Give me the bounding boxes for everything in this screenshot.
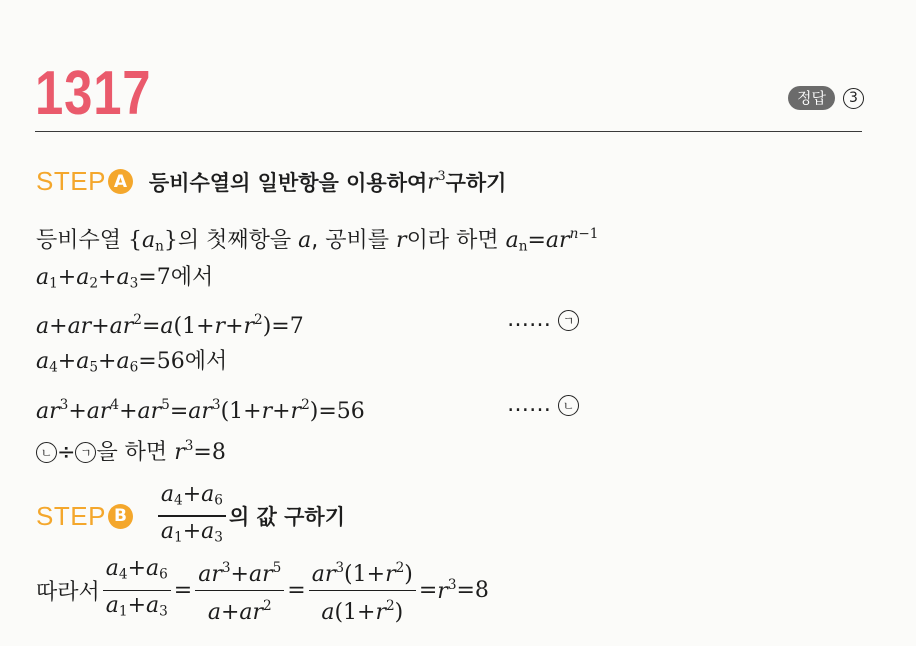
step-a-title-pre: 등비수열의 일반항을 이용하여	[148, 170, 428, 195]
l6-circle-1: ㄱ	[75, 442, 96, 463]
l1-a: 등비수열	[36, 227, 129, 253]
step-a-word: STEP	[36, 166, 106, 196]
l6-pre: ÷	[57, 439, 76, 465]
step-b-word: STEP	[36, 500, 106, 531]
answer-box	[788, 86, 864, 110]
line-divide: ㄴ ÷ ㄱ 을 하면 $r^3=8$	[36, 431, 226, 468]
l6-circle-2: ㄴ	[36, 442, 57, 463]
line-sum-1-3: $a_1+a_2+a_3=7$에서	[36, 265, 214, 292]
l2-suffix: 에서	[170, 265, 214, 290]
step-b-title	[155, 480, 345, 552]
marker-1-circle: ㄱ	[558, 310, 579, 331]
line-eq-2: $ar^3+ar^4+ar^5=ar^3(1+r+r^2)=56$	[36, 397, 365, 424]
header-divider	[35, 131, 862, 132]
marker-2	[507, 392, 579, 417]
step-a-title-post: 구하기	[445, 170, 507, 195]
line-eq-1: $a+ar+ar^2=a(1+r+r^2)=7$	[36, 312, 304, 339]
frac-3: $\frac{ar^3(1+r^2)}{a(1+r^2)}$	[309, 553, 416, 628]
line-sum-4-6: $a_4+a_5+a_6=56$에서	[36, 349, 228, 376]
frac-2: $\frac{ar^3+ar^5}{a+ar^2}$	[195, 553, 284, 628]
l1-d: 이라 하면	[406, 227, 506, 253]
marker-1	[507, 307, 579, 332]
step-b-title-post: 의 값 구하기	[228, 505, 346, 530]
line-definition: 등비수열 $\{a_n\}$의 첫째항을 a, 공비를 r이라 하면 $a_n=ar^{n-1}$	[36, 226, 599, 255]
marker-1-dots: ……	[507, 307, 551, 332]
frac-1: $\frac{a_4+a_6}{a_1+a_3}$	[103, 554, 171, 626]
answer-label: 정답	[788, 86, 835, 110]
step-a-title	[149, 167, 507, 197]
step-a-heading	[36, 166, 506, 197]
marker-2-dots: ……	[507, 392, 551, 417]
problem-number: 1317	[35, 59, 152, 128]
l1-b: 의 첫째항을	[177, 227, 299, 253]
marker-2-circle: ㄴ	[558, 395, 579, 416]
final-result: 따라서 $\frac{a_4+a_6}{a_1+a_3}$ = $\frac{ar^3+ar^5}{a+ar^2}$ = $\frac{ar^3(1+r^2)}{a(1+r^2)}$ = $r^3$ =8	[36, 553, 489, 628]
l4-suffix: 에서	[184, 349, 228, 374]
l1-c: , 공비를	[311, 227, 397, 253]
step-b-heading	[36, 480, 345, 552]
l6-mid: 을 하면	[96, 439, 175, 465]
step-b-letter: B	[108, 504, 133, 529]
final-pre: 따라서	[36, 580, 100, 606]
step-a-title-math: $r^3$	[427, 169, 446, 194]
step-b-fraction: $\frac{a_4+a_6}{a_1+a_3}$	[158, 480, 226, 552]
answer-value: 3	[843, 88, 864, 109]
step-a-letter: A	[108, 169, 133, 194]
